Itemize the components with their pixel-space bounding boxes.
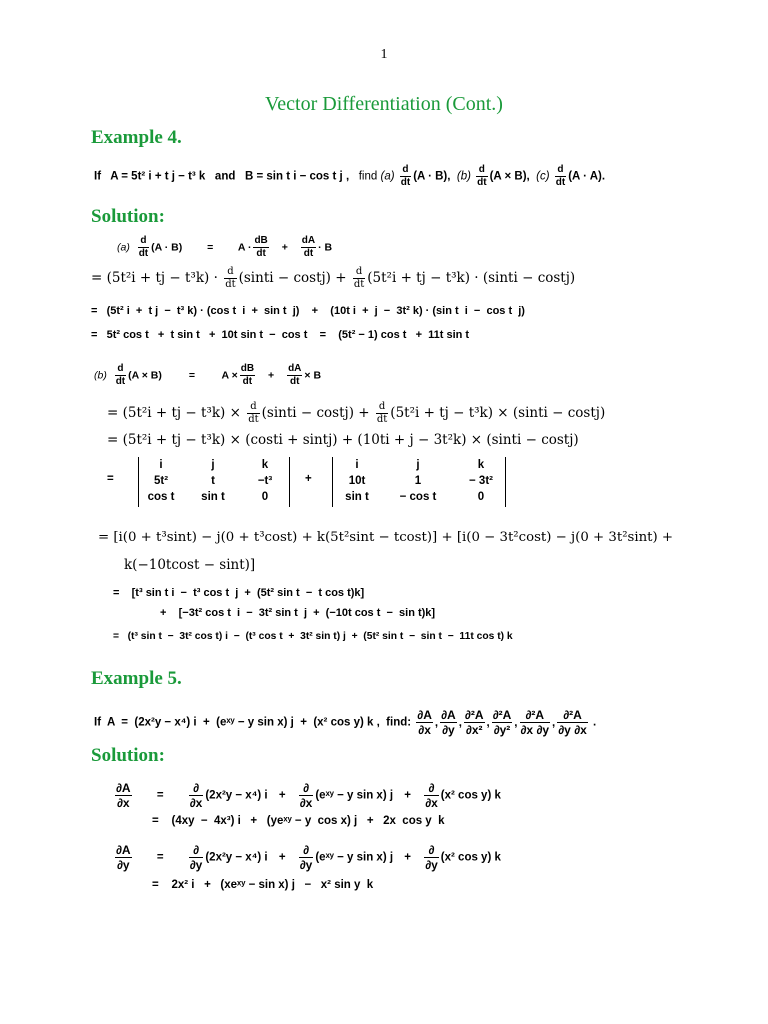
- part-a-line4: = 5t² cos t + t sin t + 10t sin t − cos t = (5t² − 1) cos t + 11t sin t: [91, 329, 470, 341]
- partial-derivative-fraction: $\frac{\partial A}{\partial x}$: [417, 708, 432, 737]
- partial-derivative-fraction: $\frac{\partial A}{\partial y}$: [441, 708, 456, 737]
- page-number: 1: [380, 47, 388, 62]
- part-b-line8: + [−3t² cos t i − 3t² sin t j + (−10t cos t − sin t)k]: [160, 607, 436, 619]
- part-b-line7: = [t³ sin t i − t³ cos t j + (5t² sin t − t cos t)k]: [113, 587, 365, 599]
- example4-heading: Example 4.: [91, 127, 182, 148]
- dA-dx-result: = (4xy − 4x³) i + (yeˣʸ − y cos x) j + 2x cos y k: [152, 815, 445, 827]
- partial-derivative-fraction: $\frac{\text{∂²A}}{\partial x \partial y}$: [520, 708, 550, 737]
- example5-heading: Example 5.: [91, 668, 182, 689]
- dA-dx-line1: $\frac{\partial A}{\partial x}$ = $\frac{\partial}{\partial x}$ (2x²y − x⁴) i + $\frac{\partial}{\partial x}$ (eˣʸ − y sin x) j + $\frac{\partial}{\partial x}$ (x² cos y) k: [116, 781, 501, 810]
- determinant-1: i j k 5t² t −t³ cos t sin t 0: [138, 457, 290, 507]
- partial-derivative-fraction: $\frac{\text{∂²A}}{\text{∂y²}}$: [492, 708, 512, 737]
- det-plus: +: [305, 473, 312, 485]
- partial-derivative-fraction: $\frac{\text{∂²A}}{\partial y \partial x}$: [558, 708, 587, 737]
- det-equals: =: [107, 473, 114, 485]
- example5-solution-heading: Solution:: [91, 745, 165, 766]
- dA-dy-result: = 2x² i + (xeˣʸ − sin x) j − x² sin y k: [152, 879, 374, 891]
- part-a-line3: = (5t² i + t j − t³ k) · (cos t i + sin t j) + (10t i + j − 3t² k) · (sin t i − cos t j): [91, 305, 525, 317]
- part-b-line5: = [i(0 + t³sint) − j(0 + t³cost) + k(5t²sint − tcost)] + [i(0 − 3t²cost) − j(0 + 3t²sint) +: [98, 530, 674, 545]
- example4-solution-heading: Solution:: [91, 206, 165, 227]
- example4-problem: If A = 5t² i + t j − t³ k and B = sin t i − cos t j , find (a) $\frac{d}{dt}$ (A · B), (b) $\frac{d}{dt}$ (A × B), (c) $\frac{d}{dt}$ (A · A).: [94, 164, 606, 188]
- partial-derivative-fraction: $\frac{\text{∂²A}}{\text{∂x²}}$: [464, 708, 484, 737]
- part-a-formula: (a) $\frac{d}{dt}$ (A · B) = A · $\frac{dB}{dt}$ + $\frac{dA}{dt}$ · B: [117, 235, 333, 259]
- part-b-line9: = (t³ sin t − 3t² cos t) i − (t³ cos t + 3t² sin t) j + (5t² sin t − sin t − 11t cos t) k: [113, 631, 513, 642]
- partials-list: $\frac{\partial A}{\partial x}$ , $\frac{\partial A}{\partial y}$ , $\frac{\text{∂²A}}{\text{∂x²}}$ , $\frac{\text{∂²A}}{\text{∂y²}}$ , $\frac{\text{∂²A}}{\partial x \partial y}$ , $\frac{\text{∂²A}}{\partial y \partial x}$: [417, 708, 587, 737]
- page-title: Vector Differentiation (Cont.): [265, 93, 503, 115]
- part-a-line2: = (5t²i + tj − t³k) · $\frac{d}{dt}$ (sinti − costj) + $\frac{d}{dt}$ (5t²i + tj − t³k) · (sinti − costj): [91, 266, 576, 290]
- dA-dy-line1: $\frac{\partial A}{\partial y}$ = $\frac{\partial}{\partial y}$ (2x²y − x⁴) i + $\frac{\partial}{\partial y}$ (eˣʸ − y sin x) j + $\frac{\partial}{\partial y}$ (x² cos y) k: [116, 843, 501, 872]
- example5-problem: If A = (2x²y − x⁴) i + (eˣʸ − y sin x) j + (x² cos y) k , find: $\frac{\partial A}{\partial x}$ , $\frac{\partial A}{\partial y}$ , $\frac{\text{∂²A}}{\text{∂x²}}$ , $\frac{\text{∂²A}}{\text{∂y²}}$ , $\frac{\text{∂²A}}{\partial x \partial y}$ , $\frac{\text{∂²A}}{\partial y \partial x}$ .: [94, 708, 597, 737]
- part-b-line6: k(−10tcost − sint)]: [124, 557, 256, 573]
- determinant-2: i j k 10t 1 − 3t² sin t − cos t 0: [332, 457, 506, 507]
- part-b-line3: = (5t²i + tj − t³k) × (costi + sintj) + (10ti + j − 3t²k) × (sinti − costj): [107, 432, 579, 448]
- part-b-line2: = (5t²i + tj − t³k) × $\frac{d}{dt}$ (sinti − costj) + $\frac{d}{dt}$ (5t²i + tj − t³k) × (sinti − costj): [107, 401, 606, 425]
- part-b-formula: (b) $\frac{d}{dt}$ (A × B) = A × $\frac{dB}{dt}$ + $\frac{dA}{dt}$ × B: [94, 363, 322, 387]
